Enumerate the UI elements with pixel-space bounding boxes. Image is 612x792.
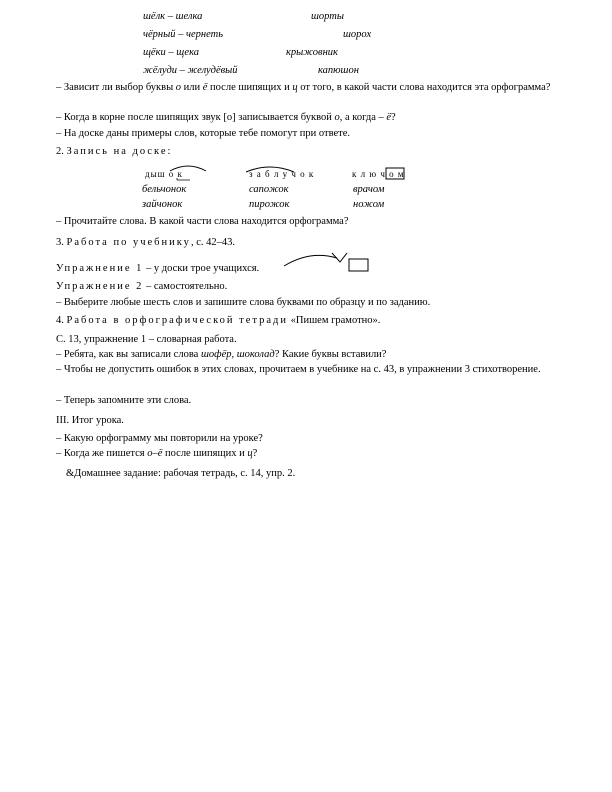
word-pair-1: шёлк – шелка (143, 11, 203, 22)
question-4: – Прочитайте слова. В какой части слова находится орфограмма? (56, 216, 349, 227)
section-4-heading: 4. Работа в орфографической тетради «Пишем грамотно». (56, 315, 381, 326)
exercise-2: Упражнение 2 – самостоятельно. (56, 281, 228, 292)
word-2: шорох (343, 29, 372, 40)
board-word-1-1: бельчонок (142, 184, 187, 195)
paragraph-5: – Какую орфограмму мы повторили на уроке? (56, 433, 263, 444)
word-scheme-2: з а б л у ч о к (249, 169, 315, 179)
paragraph-3: – Чтобы не допустить ошибок в этих словах, прочитаем в учебнике на с. 43, в упражнении 3 стихотворение. (56, 364, 541, 375)
board-word-2-1: зайчонок (142, 199, 183, 210)
word-pair-2: чёрный – чернеть (143, 29, 224, 40)
word-scheme-1: дыш о к (145, 169, 183, 179)
question-3: – На доске даны примеры слов, которые тебе помогут при ответе. (56, 128, 351, 139)
word-scheme-3: к л ю ч о м (352, 169, 405, 179)
homework: &Домашнее задание: рабочая тетрадь, с. 14, упр. 2. (66, 468, 296, 479)
board-word-2-3: ножом (353, 199, 385, 210)
question-1: – Зависит ли выбор буквы о или ё после шипящих и ц от того, в какой части слова находится эта орфограмма? (56, 82, 551, 93)
paragraph-6: – Когда же пишется о–ё после шипящих и ц? (56, 448, 258, 459)
board-word-1-3: врачом (353, 184, 385, 195)
paragraph-4: – Теперь запомните эти слова. (56, 395, 192, 406)
board-word-1-2: сапожок (249, 184, 289, 195)
board-word-2-2: пирожок (249, 199, 290, 210)
question-2: – Когда в корне после шипящих звук [о] записывается буквой о, а когда – ё? (56, 112, 396, 123)
word-pair-4: жёлуди – желудёвый (143, 65, 238, 76)
word-4: капюшон (318, 65, 359, 76)
word-3: крыжовник (286, 47, 338, 58)
paragraph-2: – Ребята, как вы записали слова шофёр, шоколад? Какие буквы вставили? (56, 349, 387, 360)
paragraph-1: С. 13, упражнение 1 – словарная работа. (56, 334, 237, 345)
section-3-heading: 3. Работа по учебнику, с. 42–43. (56, 237, 235, 248)
word-pair-3: щёки – щека (143, 47, 199, 58)
exercise-1: Упражнение 1 – у доски трое учащихся. (56, 263, 260, 274)
question-5: – Выберите любые шесть слов и запишите слова буквами по образцу и по заданию. (56, 297, 431, 308)
section-2-heading: 2. Запись на доске: (56, 146, 173, 157)
word-1: шорты (311, 11, 344, 22)
section-iii-heading: III. Итог урока. (56, 415, 124, 426)
